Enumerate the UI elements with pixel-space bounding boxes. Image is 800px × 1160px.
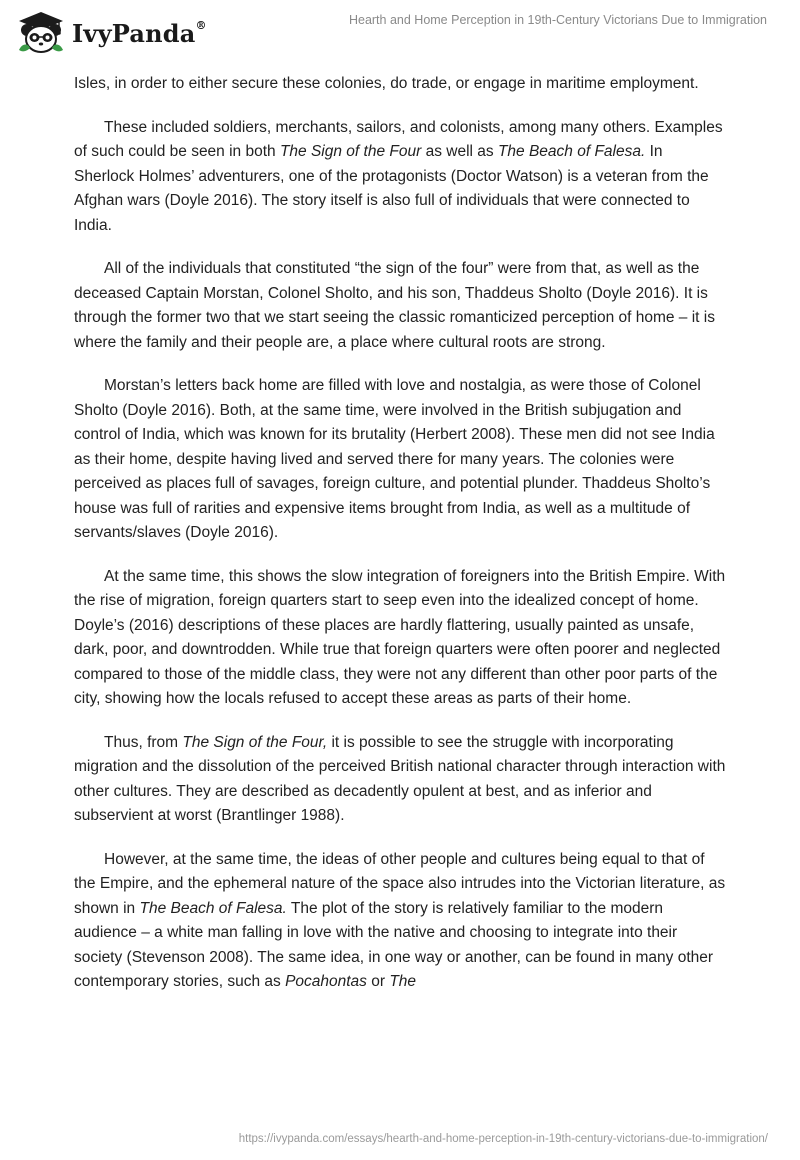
text-run: These included soldiers, merchants, sailors, and colonists, among many others. Examples of such could be seen in both [74, 118, 723, 160]
text-run: However, at the same time, the ideas of other people and cultures being equal to that of the Empire, and the ephemeral nature of the space also intrudes into the Victorian literature, as shown in [74, 850, 726, 917]
text-run: Morstan’s letters back home are filled with love and nostalgia, as were those of Colonel Sholto (Doyle 2016). Both, at the same time, were involved in the British subjugation and control of India, which was known for its brutality (Herbert 2008). These men did not see India as their home, despite having lived and served there for many years. The colonies were perceived as places full of savages, foreign culture, and potential plunder. Thaddeus Sholto’s house was full of rarities and expensive items brought from India, as well as a multitude of servants/slaves (Doyle 2016). [74, 377, 715, 541]
body-paragraph [74, 116, 726, 239]
italic-title: The Beach of Falesa. [497, 143, 646, 160]
body-paragraph [74, 731, 726, 829]
italic-title: The Sign of the Four [279, 143, 422, 160]
italic-title: The Beach of Falesa. [139, 899, 287, 917]
italic-title: The [389, 973, 417, 990]
italic-title: The Sign of the Four, [182, 733, 328, 751]
text-run: In Sherlock Holmes’ adventurers, one of the protagonists (Doctor Watson) is a veteran from the Afghan wars (Doyle 2016). The story itself is also full of individuals that were connected to India. [74, 143, 709, 234]
body-paragraph [74, 848, 726, 995]
body-paragraph [74, 72, 726, 97]
logo-wordmark: IvyPanda® [72, 18, 207, 48]
text-run: Isles, in order to either secure these colonies, do trade, or engage in maritime employment. [74, 75, 699, 92]
source-url[interactable]: https://ivypanda.com/essays/hearth-and-home-perception-in-19th-century-victorians-due-to-immigration/ [238, 1133, 768, 1145]
text-run: or [366, 973, 390, 990]
text-run: The plot of the story is relatively familiar to the modern audience – a white man falling in love with the native and choosing to integrate into their society (Stevenson 2008). The same idea, in one way or another, can be found in many other contemporary stories, such as [74, 899, 714, 990]
document-title: Hearth and Home Perception in 19th-Century Victorians Due to Immigration [348, 13, 767, 27]
italic-title: Pocahontas [285, 973, 367, 990]
body-paragraph [74, 565, 726, 712]
page-header [0, 0, 800, 70]
text-run: it is possible to see the struggle with incorporating migration and the dissolution of the perceived British national character through interaction with other cultures. They are described as decadently opulent at best, and as inferior and subservient at worst (Brantlinger 1988). [74, 733, 726, 824]
essay-body [74, 72, 726, 1014]
ivypanda-logo[interactable] [16, 10, 207, 56]
text-run: Thus, from [104, 733, 183, 751]
text-run: as well as [421, 143, 498, 160]
panda-graduate-icon [16, 10, 66, 56]
text-run: All of the individuals that constituted “the sign of the four” were from that, as well as the deceased Captain Morstan, Colonel Sholto, and his son, Thaddeus Sholto (Doyle 2016). It is through the former two that we start seeing the classic romanticized perception of home – it is where the family and their people are, a place where cultural roots are strong. [74, 260, 715, 351]
text-run: At the same time, this shows the slow integration of foreigners into the British Empire. With the rise of migration, foreign quarters start to seep even into the idealized concept of home. Doyle’s (2016) descriptions of these places are hardly flattering, usually painted as unsafe, dark, poor, and downtrodden. While true that foreign quarters were often poorer and neglected compared to those of the middle class, they were not any different than other poor parts of the city, showing how the locals refused to accept these areas as parts of their home. [74, 567, 726, 707]
body-paragraph [74, 374, 726, 546]
body-paragraph [74, 257, 726, 355]
